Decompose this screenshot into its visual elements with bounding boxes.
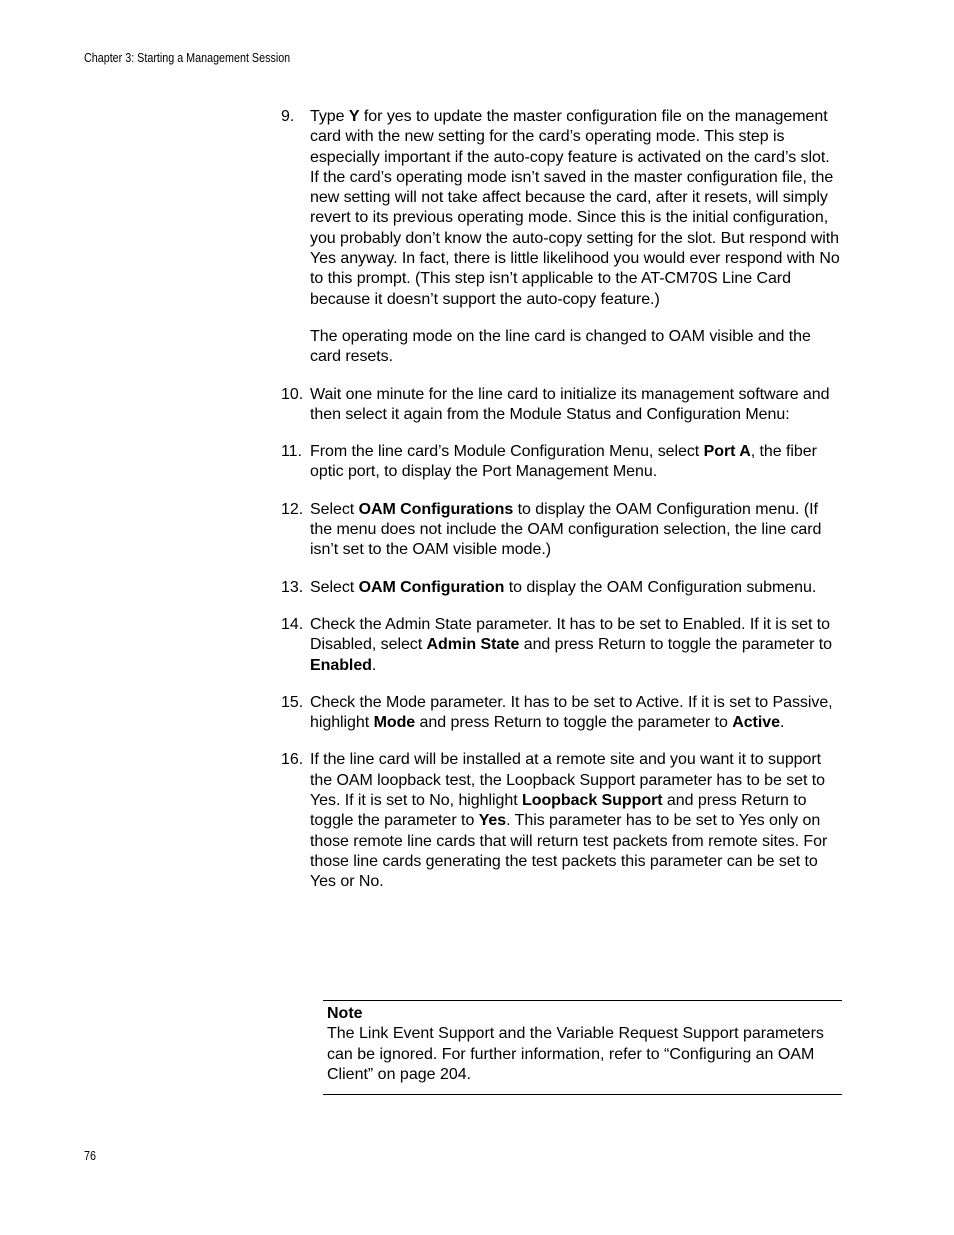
note-label: Note — [327, 1005, 363, 1022]
text-run: Select — [310, 500, 359, 518]
bold-keyword: Port A — [703, 443, 751, 461]
step-number: 10. — [281, 385, 304, 403]
step-13 — [281, 578, 841, 598]
step-followup: The operating mode on the line card is changed to OAM visible and the card resets. — [310, 327, 811, 366]
step-number: 9. — [281, 108, 295, 125]
step-16 — [281, 750, 841, 892]
text-run: to display the OAM Configuration submenu. — [504, 578, 817, 596]
step-number: 11. — [281, 443, 302, 461]
note-box — [323, 1000, 842, 1095]
step-text — [310, 693, 841, 734]
step-number: 12. — [281, 500, 304, 518]
step-number: 16. — [281, 751, 304, 769]
step-number: 13. — [281, 578, 304, 596]
step-text — [310, 107, 841, 310]
bold-keyword: OAM Configuration — [358, 578, 505, 596]
bold-keyword: Mode — [373, 714, 416, 732]
text-run: If the line card will be installed at a remote site and you want it to support the OAM loopback test, the Loopback Support parameter has to be set to Yes. If it is set to No, highlight — [310, 751, 826, 810]
text-run: , the fiber optic port, to display the Port Management Menu. — [310, 443, 817, 481]
text-run: and press Return to toggle the parameter to — [310, 792, 807, 830]
text-run: and press Return to toggle the parameter to — [415, 714, 733, 732]
page-number: 76 — [84, 1149, 96, 1163]
step-text — [310, 615, 841, 676]
bold-keyword: Active — [732, 714, 780, 732]
bold-keyword: Loopback Support — [522, 792, 663, 810]
text-run: to display the OAM Configuration menu. (If the menu does not include the OAM configuration selection, the line card isn’t set to the OAM visible mode.) — [310, 500, 822, 559]
step-14 — [281, 615, 841, 676]
step-text — [310, 500, 841, 561]
step-15 — [281, 693, 841, 734]
bold-keyword: Yes — [478, 812, 507, 830]
text-run: . — [371, 656, 377, 674]
text-run: for yes to update the master configuration file on the management card with the new setting for the card’s operating mode. This step is especially important if the auto-copy feature is activated on the card’s slot. If the card’s operating mode isn’t saved in the master configuration file, the new setting will not take affect because the card, after it resets, will simply revert to its previous operating mode. Since this is the initial configuration, you probably don’t know the auto-copy setting for the slot. But respond with Yes anyway. In fact, there is little likelihood you would ever respond with No to this prompt. (This step isn’t applicable to the AT-CM70S Line Card because it doesn’t support the auto-copy feature.) — [310, 108, 840, 308]
bold-keyword: OAM Configurations — [358, 500, 514, 518]
step-text — [310, 385, 841, 426]
text-run: . This parameter has to be set to Yes only on those remote line cards that will return test packets from remote sites. For those line cards generating the test packets this parameter can be set to Yes or No. — [310, 812, 828, 891]
text-run: From the line card’s Module Configuration Menu, select — [310, 443, 704, 461]
step-12 — [281, 500, 841, 561]
step-number: 14. — [281, 615, 304, 633]
text-run: Wait one minute for the line card to initialize its management software and then select it again from the Module Status and Configuration Menu: — [310, 385, 830, 423]
text-run: . — [779, 714, 785, 732]
step-number: 15. — [281, 693, 304, 711]
text-run: Check the Mode parameter. It has to be set to Active. If it is set to Passive, highlight — [310, 693, 833, 732]
text-run: and press Return to toggle the parameter to — [519, 636, 832, 654]
running-header: Chapter 3: Starting a Management Session — [84, 51, 291, 65]
step-9 — [281, 107, 841, 368]
step-text — [310, 750, 841, 892]
text-run: Select — [310, 578, 359, 596]
text-run: Type — [310, 108, 349, 125]
bold-keyword: Admin State — [426, 636, 520, 654]
procedure-steps — [281, 107, 841, 910]
step-10 — [281, 385, 841, 426]
bold-keyword: Enabled — [310, 656, 372, 674]
bold-keyword: Y — [348, 108, 360, 125]
step-text — [310, 578, 841, 598]
text-run: Check the Admin State parameter. It has to be set to Enabled. If it is set to Disabled, select — [310, 615, 830, 654]
step-11 — [281, 442, 841, 483]
step-text — [310, 442, 841, 483]
note-text: The Link Event Support and the Variable Request Support parameters can be ignored. For further information, refer to “Configuring an OAM Client” on page 204. — [327, 1025, 824, 1083]
